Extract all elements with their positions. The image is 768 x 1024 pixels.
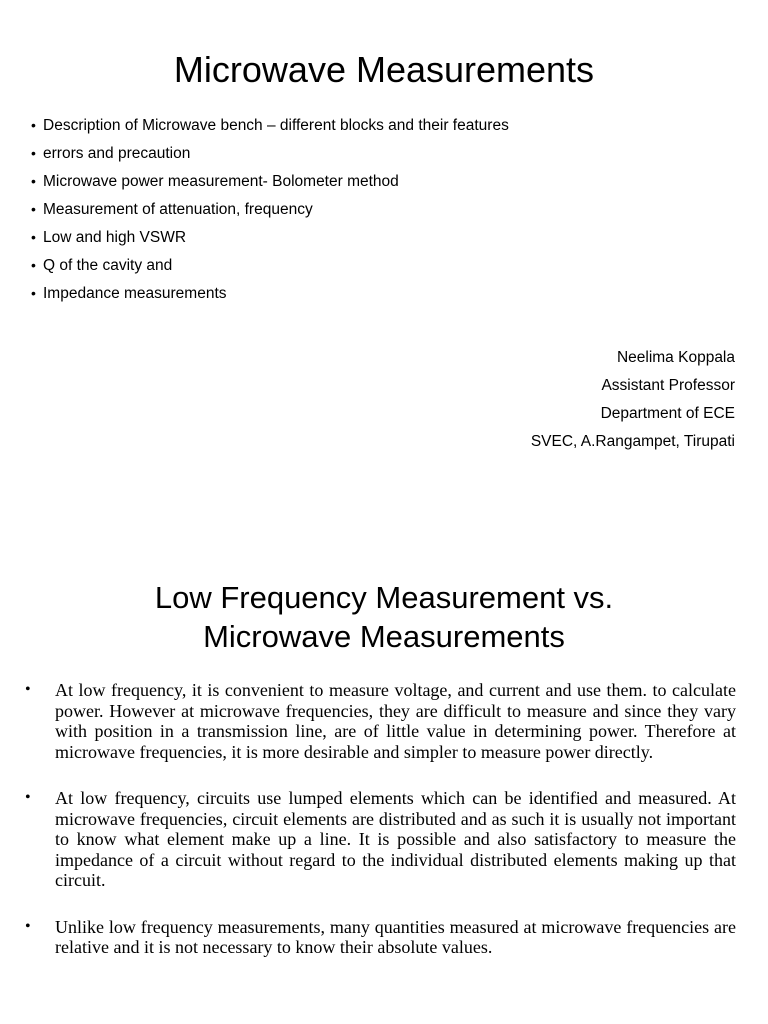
bullet-icon: • <box>31 145 36 161</box>
slide-2 <box>0 512 768 1024</box>
list-item <box>31 196 509 224</box>
author-name: Neelima Koppala <box>616 349 735 366</box>
list-item-text: Measurement of attenuation, frequency <box>43 201 313 218</box>
bullet-icon: • <box>31 173 36 189</box>
slide-2-title-line-2: Microwave Measurements <box>203 619 565 654</box>
list-item-text: Low and high VSWR <box>43 229 187 246</box>
bullet-icon: • <box>31 201 36 217</box>
author-department: Department of ECE <box>600 405 735 422</box>
comparison-list <box>25 680 736 958</box>
list-item <box>31 280 509 308</box>
author-block <box>531 345 735 457</box>
list-item <box>31 224 509 252</box>
author-designation: Assistant Professor <box>601 377 735 394</box>
list-item-text: At low frequency, circuits use lumped elements which can be identified and measured. At microwave frequencies, circuit elements are distributed and as such it is usually not important to know what element make up a line. It is possible and also satisfactory to measure the impedance of a circuit without regard to the individual distributed elements making up that circuit. <box>55 788 736 890</box>
list-item <box>25 680 736 762</box>
list-item <box>31 140 509 168</box>
list-item <box>31 252 509 280</box>
bullet-icon: • <box>25 681 31 698</box>
list-item-text: Description of Microwave bench – different blocks and their features <box>43 117 509 134</box>
bullet-icon: • <box>31 117 36 133</box>
slide-2-title-line-1: Low Frequency Measurement vs. <box>154 580 614 615</box>
slide-2-title <box>0 578 768 656</box>
list-item <box>25 917 736 958</box>
slide-1-title: Microwave Measurements <box>173 49 595 90</box>
list-item-text: errors and precaution <box>43 145 191 162</box>
bullet-icon: • <box>31 257 36 273</box>
bullet-icon: • <box>31 229 36 245</box>
bullet-icon: • <box>25 789 31 806</box>
list-item <box>25 788 736 891</box>
bullet-icon: • <box>25 917 31 935</box>
list-item-text: Unlike low frequency measurements, many quantities measured at microwave frequencies are relative and it is not necessary to know their absolute values. <box>55 916 736 957</box>
list-item <box>31 112 509 140</box>
list-item-text: Q of the cavity and <box>43 257 173 274</box>
list-item-text: Microwave power measurement- Bolometer method <box>43 173 399 190</box>
topic-list <box>31 112 509 308</box>
author-institution: SVEC, A.Rangampet, Tirupati <box>530 433 735 450</box>
list-item-text: At low frequency, it is convenient to measure voltage, and current and use them. to calculate power. However at microwave frequencies, they are difficult to measure and since they vary with position in a transmission line, are of little value in determining power. Therefore at microwave frequencies, it is more desirable and simpler to measure power directly. <box>55 680 736 762</box>
list-item-text: Impedance measurements <box>43 285 227 302</box>
bullet-icon: • <box>31 285 36 301</box>
list-item <box>31 168 509 196</box>
